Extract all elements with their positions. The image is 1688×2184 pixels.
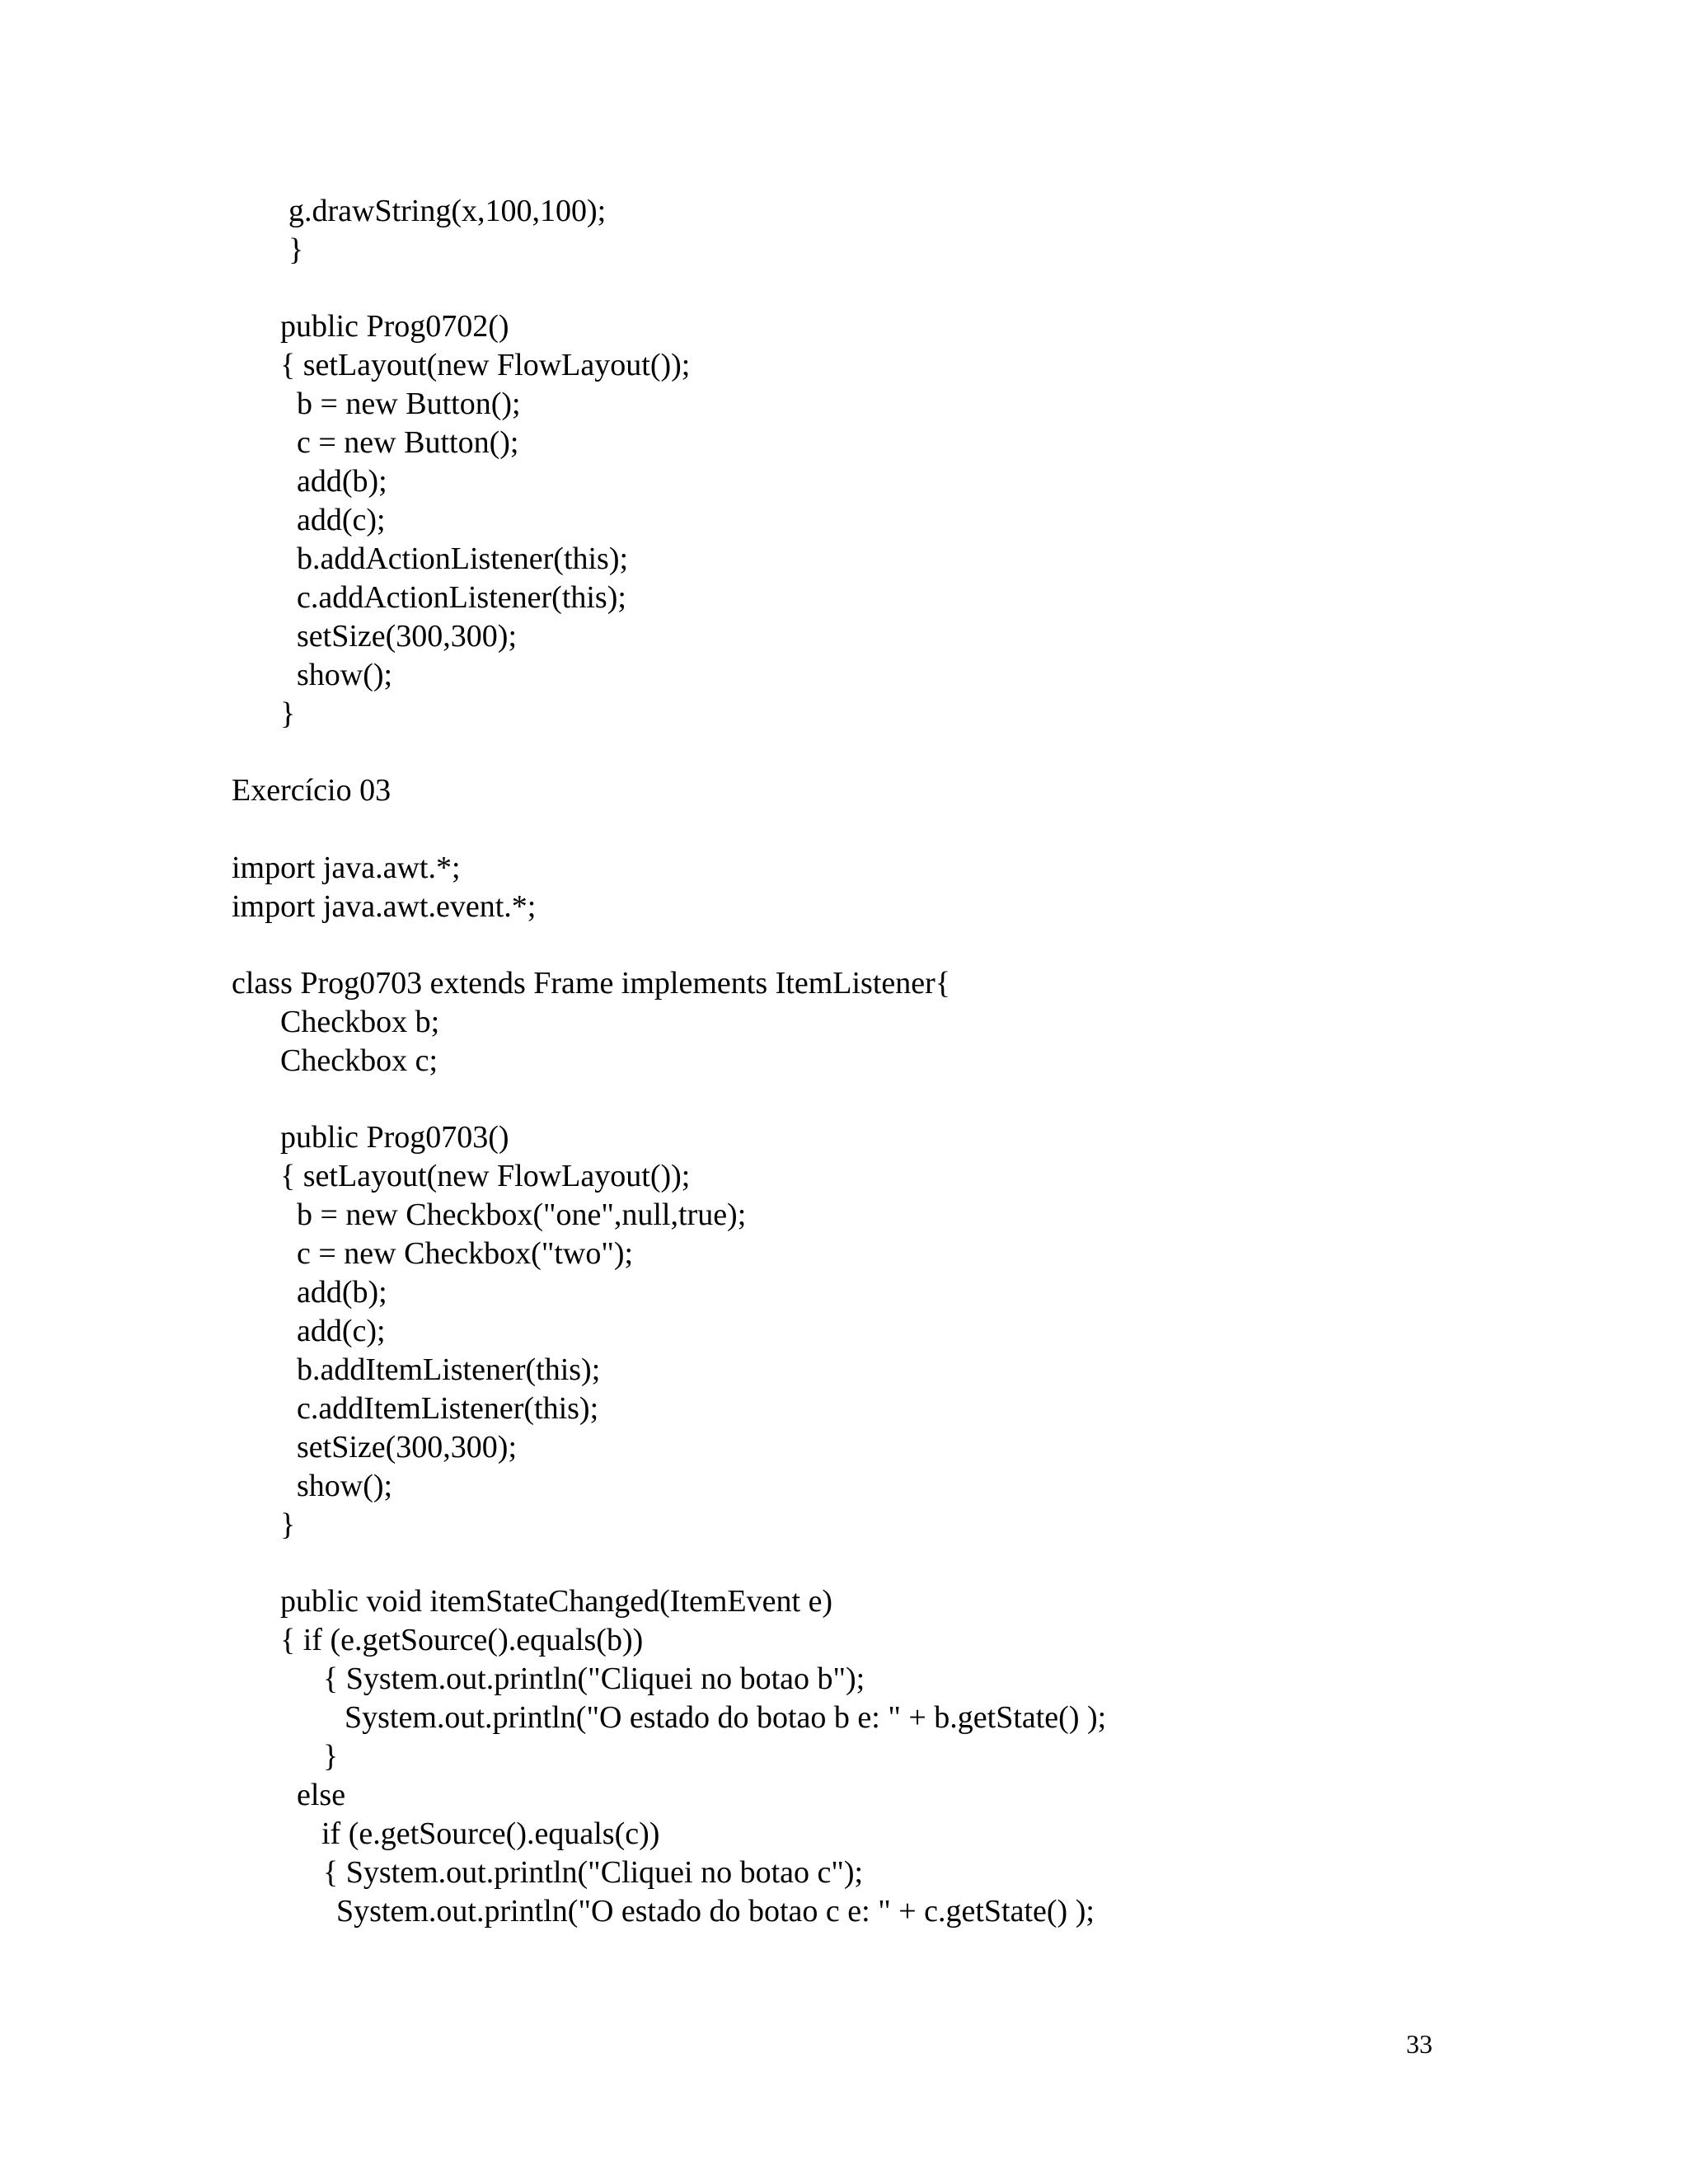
- code-line: public Prog0702(): [280, 309, 509, 344]
- code-line: b.addItemListener(this);: [297, 1352, 601, 1387]
- code-line: System.out.println("O estado do botao b e: " + b.getState() );: [345, 1700, 1107, 1735]
- code-line: else: [297, 1778, 346, 1812]
- code-line: setSize(300,300);: [297, 1430, 518, 1465]
- page-number: 33: [1406, 2029, 1432, 2059]
- code-line: public Prog0703(): [280, 1120, 509, 1155]
- code-line: add(b);: [297, 464, 387, 499]
- code-line: setSize(300,300);: [297, 619, 518, 654]
- code-line: show();: [297, 1469, 393, 1503]
- code-line: { setLayout(new FlowLayout());: [280, 1159, 691, 1193]
- code-line: b.addActionListener(this);: [297, 541, 629, 576]
- code-line: if (e.getSource().equals(c)): [321, 1816, 660, 1851]
- code-line: { System.out.println("Cliquei no botao c");: [323, 1855, 864, 1890]
- code-line: add(c);: [297, 503, 386, 537]
- code-line: import java.awt.event.*;: [232, 889, 537, 924]
- code-line: c = new Checkbox("two");: [297, 1236, 634, 1271]
- section-heading: Exercício 03: [232, 773, 392, 808]
- code-line: add(c);: [297, 1314, 386, 1348]
- code-line: { if (e.getSource().equals(b)): [280, 1623, 644, 1657]
- code-line: c = new Button();: [297, 425, 519, 460]
- code-line: }: [323, 1739, 339, 1774]
- code-line: import java.awt.*;: [232, 851, 461, 885]
- code-line: class Prog0703 extends Frame implements ItemListener{: [232, 966, 950, 1001]
- code-line: public void itemStateChanged(ItemEvent e): [280, 1584, 833, 1619]
- code-line: System.out.println("O estado do botao c e: " + c.getState() );: [336, 1894, 1095, 1929]
- code-line: add(b);: [297, 1275, 387, 1310]
- code-line: b = new Checkbox("one",null,true);: [297, 1197, 747, 1232]
- code-line: Checkbox b;: [280, 1005, 440, 1039]
- code-line: c.addActionListener(this);: [297, 580, 626, 615]
- code-line: }: [280, 696, 296, 731]
- code-line: g.drawString(x,100,100);: [288, 194, 607, 228]
- code-line: }: [288, 232, 304, 267]
- code-line: Checkbox c;: [280, 1043, 438, 1078]
- code-line: show();: [297, 658, 393, 692]
- code-line: }: [280, 1507, 296, 1542]
- code-line: c.addItemListener(this);: [297, 1391, 599, 1426]
- code-line: { System.out.println("Cliquei no botao b");: [323, 1661, 865, 1696]
- code-line: b = new Button();: [297, 387, 521, 421]
- code-line: { setLayout(new FlowLayout());: [280, 348, 691, 382]
